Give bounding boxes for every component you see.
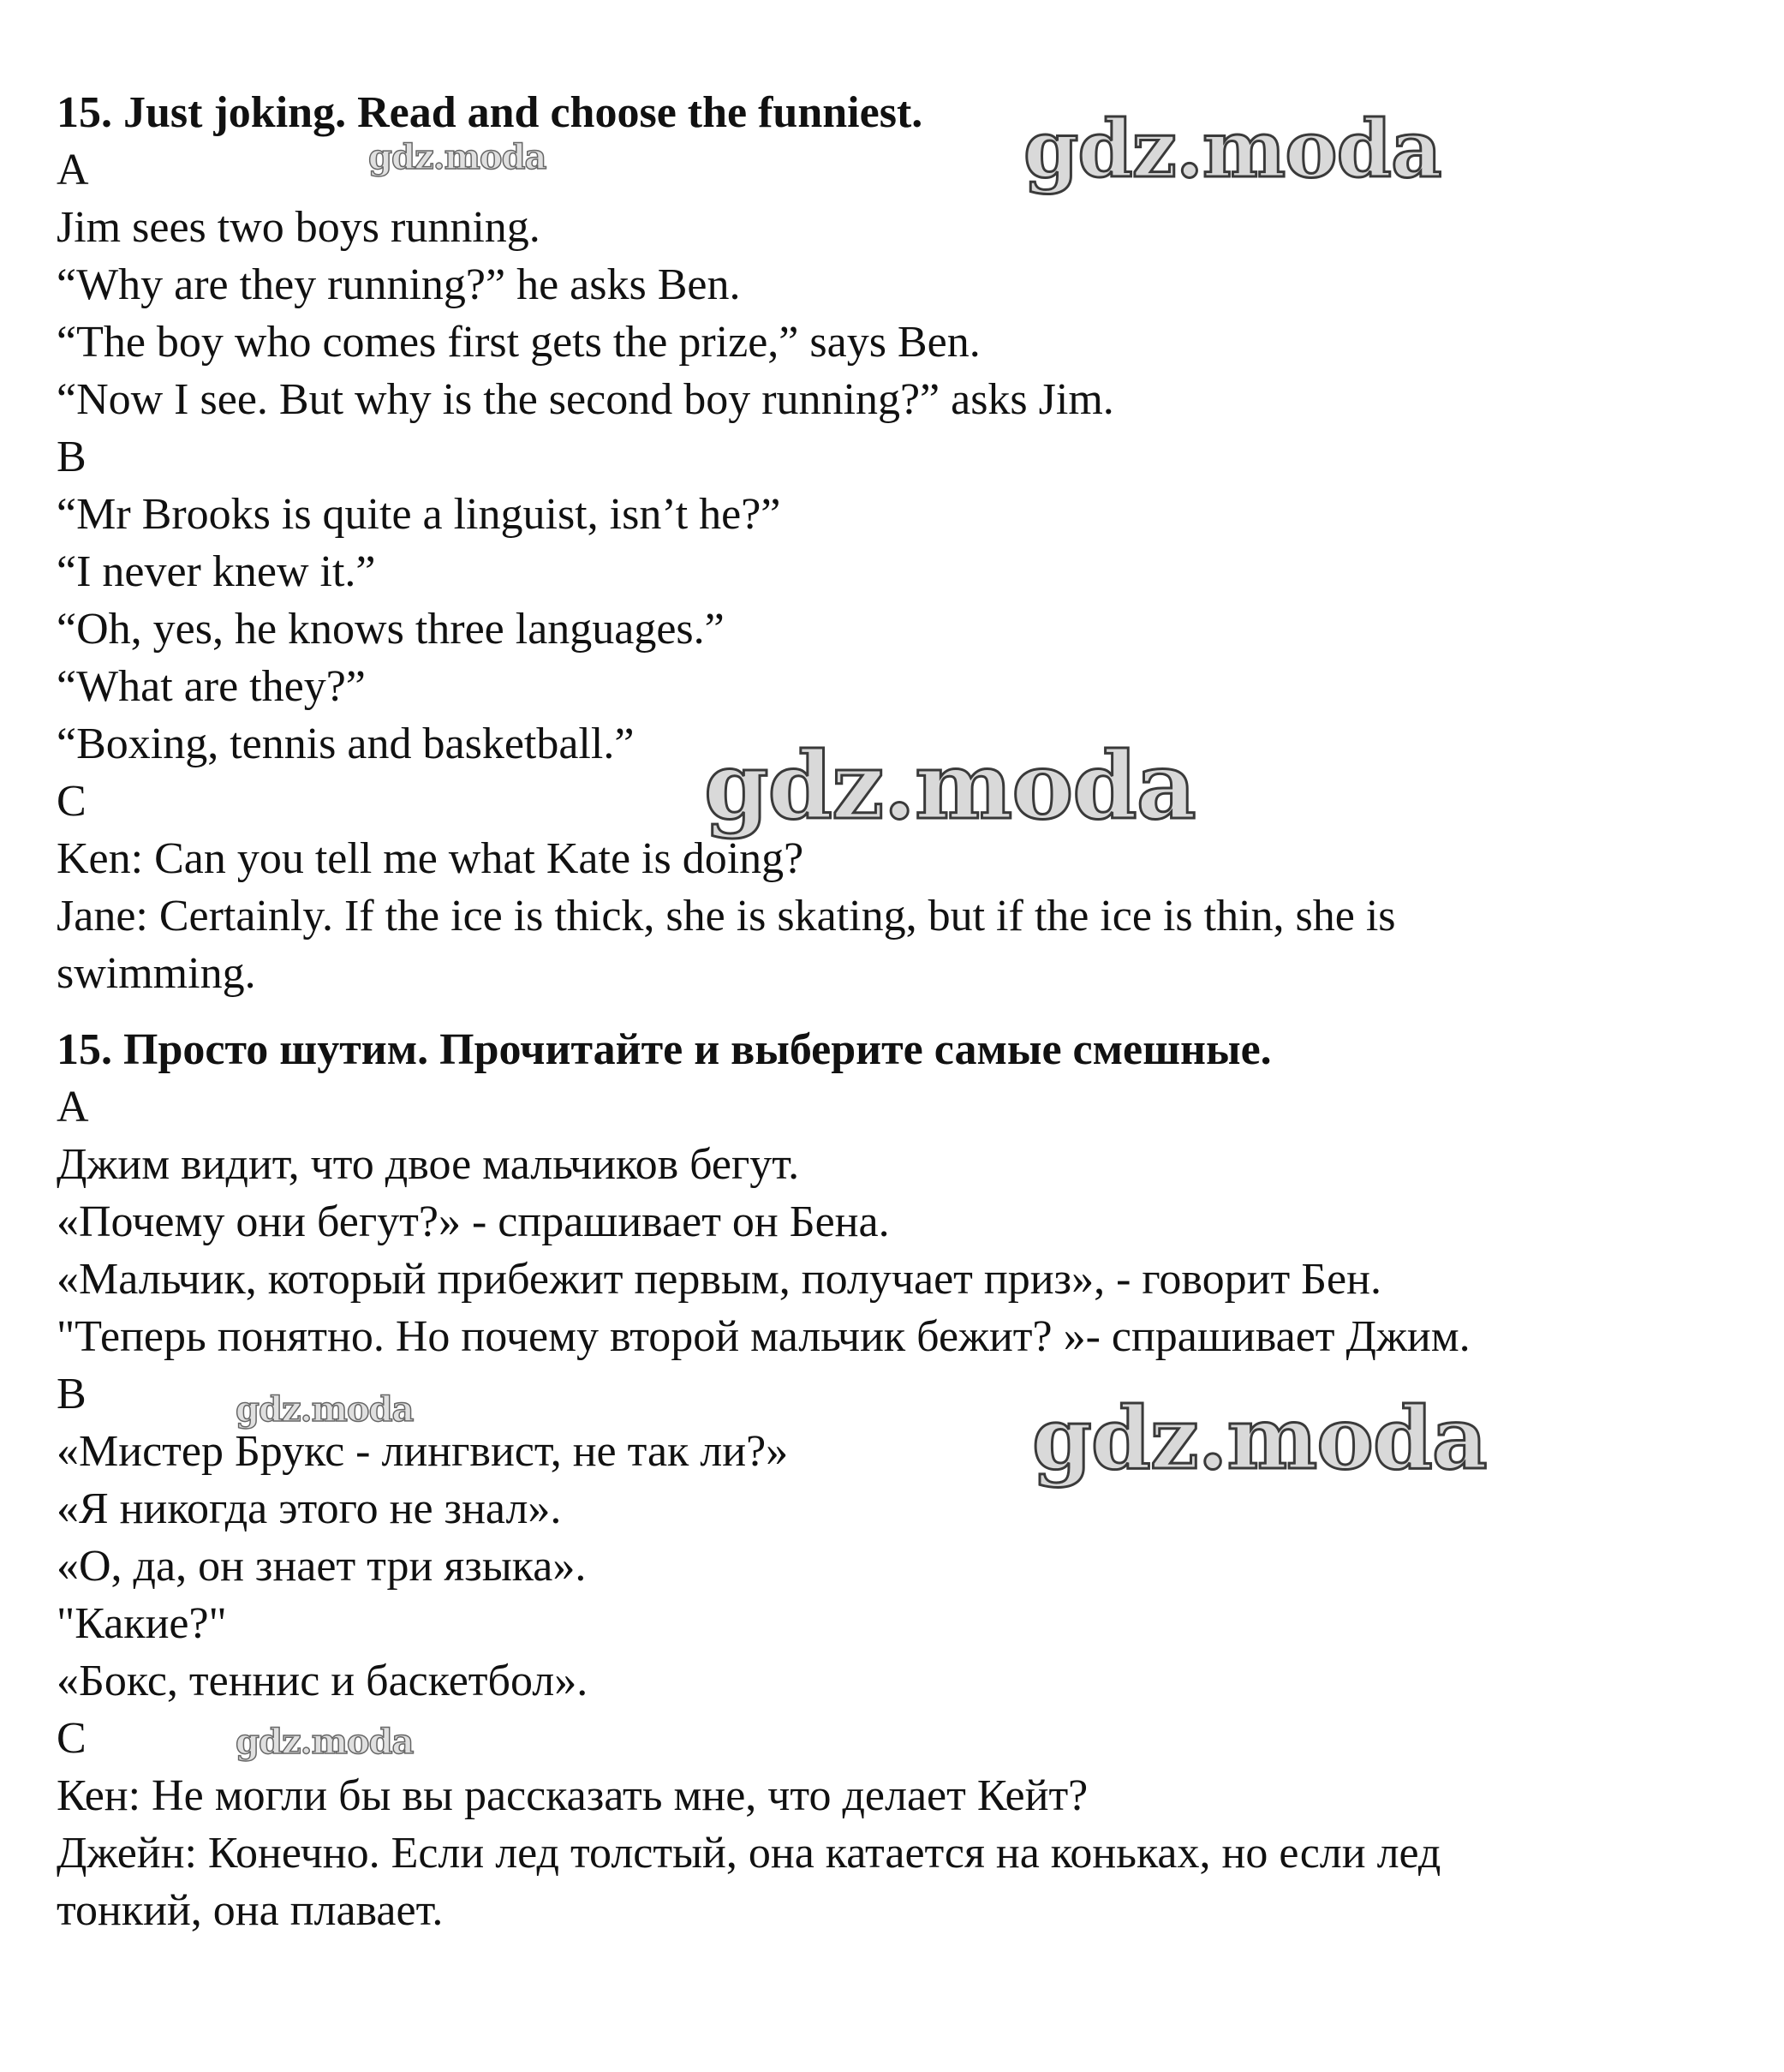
text-line: Кен: Не могли бы вы рассказать мне, что делает Кейт? xyxy=(57,1771,1089,1820)
text-line: “Boxing, tennis and basketball.” xyxy=(57,720,635,768)
text-line: swimming. xyxy=(57,949,256,998)
text-line: «О, да, он знает три языка». xyxy=(57,1542,587,1591)
text-line: “What are they?” xyxy=(57,662,366,711)
text-line: “Now I see. But why is the second boy running?” asks Jim. xyxy=(57,375,1114,424)
text-line: «Почему они бегут?» - спрашивает он Бена. xyxy=(57,1197,890,1246)
text-line: «Бокс, теннис и баскетбол». xyxy=(57,1657,588,1705)
text-line: “Mr Brooks is quite a linguist, isn’t he?” xyxy=(57,490,781,539)
english-block xyxy=(57,84,1727,1002)
text-line: “Oh, yes, he knows three languages.” xyxy=(57,605,725,654)
text-line: "Теперь понятно. Но почему второй мальчик бежит? »- спрашивает Джим. xyxy=(57,1312,1471,1361)
watermark-logo: gdz.moda xyxy=(236,1389,414,1430)
watermark-logo: gdz.moda xyxy=(1032,1388,1487,1489)
document-page xyxy=(57,84,1727,1939)
russian-title: 15. Просто шутим. Прочитайте и выберите самые смешные. xyxy=(57,1025,1272,1074)
text-line: «Я никогда этого не знал». xyxy=(57,1484,562,1533)
section-letter-a: A xyxy=(57,1083,89,1132)
russian-block xyxy=(57,1021,1727,1939)
text-line: тонкий, она плавает. xyxy=(57,1886,444,1935)
watermark-logo: gdz.moda xyxy=(704,732,1196,840)
text-line: Jim sees two boys running. xyxy=(57,203,540,252)
section-letter-c: C xyxy=(57,777,87,826)
english-title: 15. Just joking. Read and choose the funniest. xyxy=(57,88,923,137)
watermark-logo: gdz.moda xyxy=(1023,103,1441,195)
text-line: Джейн: Конечно. Если лед толстый, она катается на коньках, но если лед xyxy=(57,1829,1441,1878)
watermark-logo: gdz.moda xyxy=(368,137,546,177)
section-letter-a: A xyxy=(57,146,89,194)
section-spacer xyxy=(57,1002,1727,1021)
text-line: “I never knew it.” xyxy=(57,547,376,596)
text-line: «Мистер Брукс - лингвист, не так ли?» xyxy=(57,1427,789,1476)
text-line: “Why are they running?” he asks Ben. xyxy=(57,260,741,309)
watermark-logo: gdz.moda xyxy=(236,1722,414,1762)
section-letter-b: B xyxy=(57,1370,87,1418)
text-line: «Мальчик, который прибежит первым, получает приз», - говорит Бен. xyxy=(57,1255,1381,1304)
text-line: “The boy who comes first gets the prize,” says Ben. xyxy=(57,318,981,367)
text-line: "Какие?" xyxy=(57,1599,227,1648)
section-letter-b: B xyxy=(57,433,87,481)
text-line: Jane: Certainly. If the ice is thick, she is skating, but if the ice is thin, she is xyxy=(57,892,1396,940)
section-letter-c: C xyxy=(57,1714,87,1763)
text-line: Ken: Can you tell me what Kate is doing? xyxy=(57,834,804,883)
text-line: Джим видит, что двое мальчиков бегут. xyxy=(57,1140,800,1189)
